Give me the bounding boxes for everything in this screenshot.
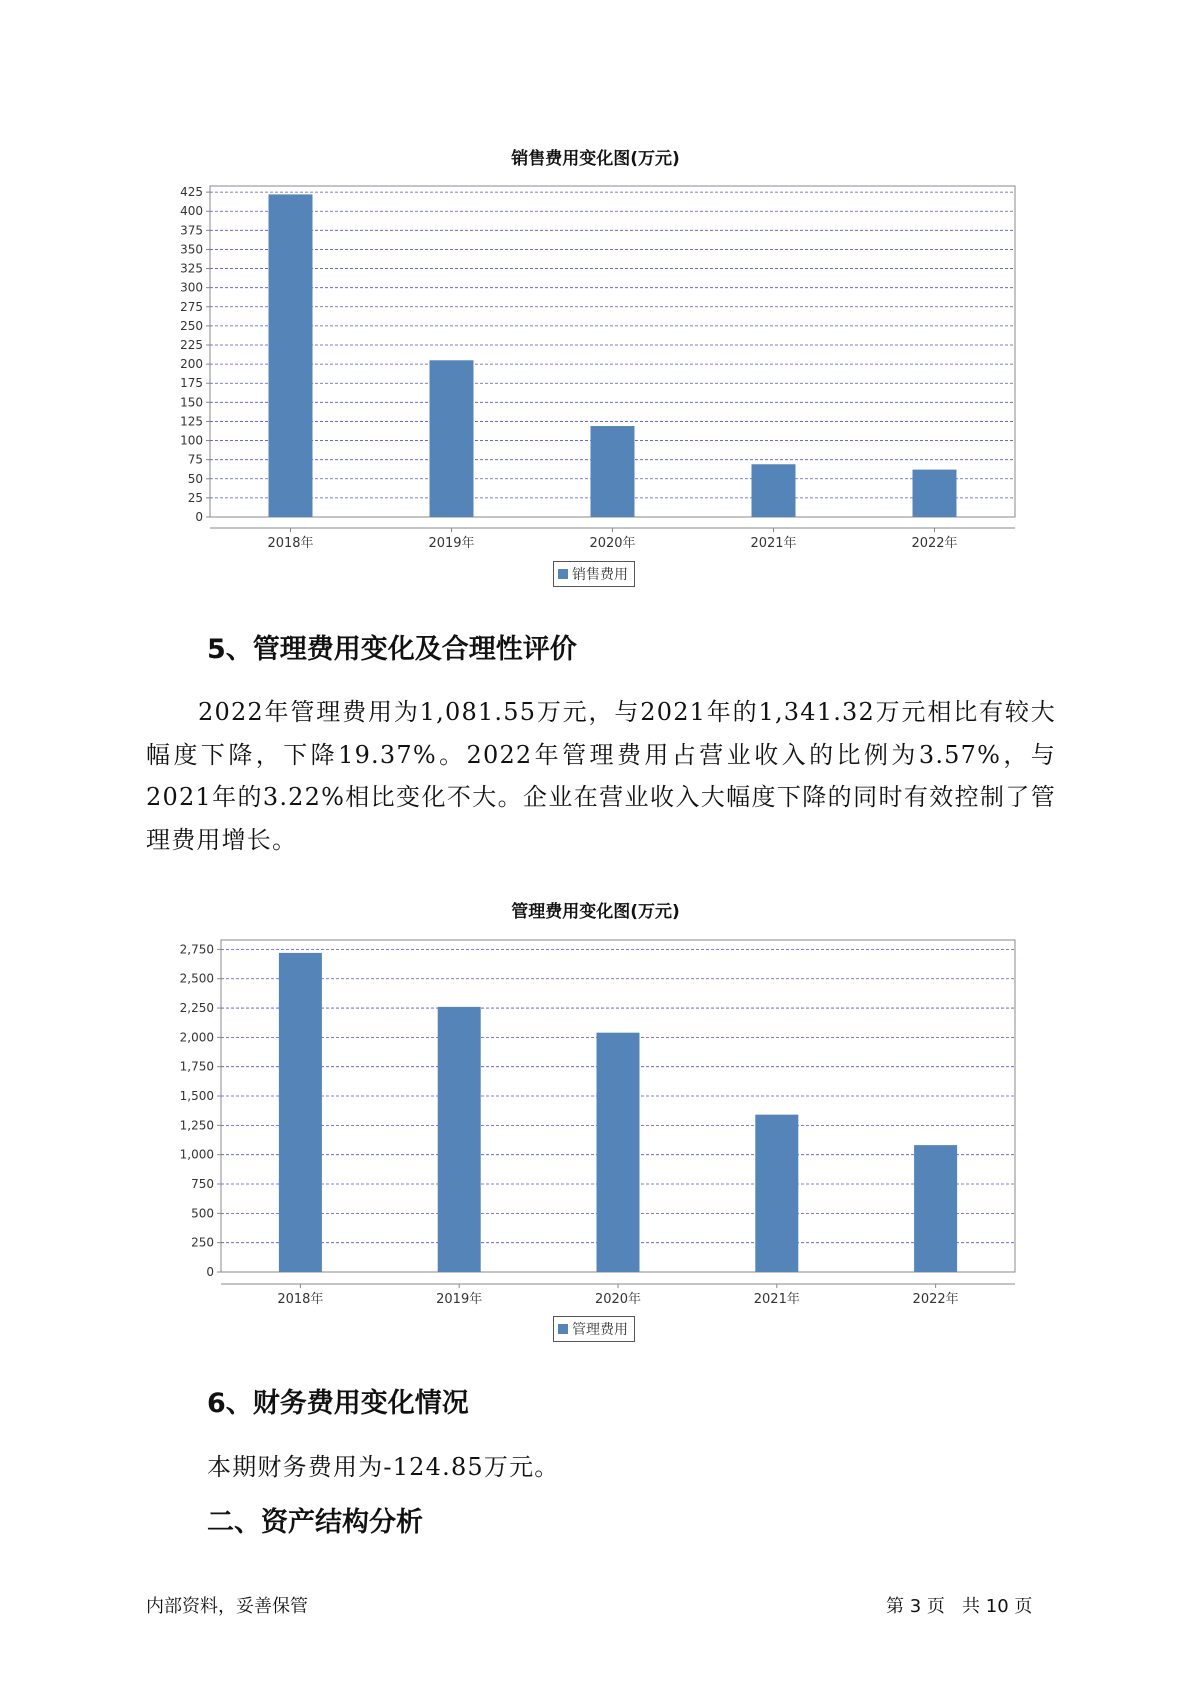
y-tick-label: 1,250 (179, 1118, 214, 1133)
bar (755, 1115, 798, 1272)
section-paragraph (207, 1446, 1117, 1489)
x-tick-label: 2021年 (750, 536, 797, 551)
y-tick-label: 25 (187, 490, 203, 505)
footer-left: 内部资料，妥善保管 (146, 1596, 308, 1617)
y-tick-label: 225 (180, 338, 203, 353)
bar (597, 1033, 640, 1272)
y-tick-label: 2,750 (179, 942, 214, 957)
x-tick-label: 2022年 (911, 536, 958, 551)
y-tick-label: 375 (180, 223, 203, 238)
x-tick-label: 2022年 (912, 1292, 959, 1307)
y-tick-label: 2,500 (179, 971, 214, 986)
y-tick-label: 350 (180, 242, 203, 257)
bar (914, 1145, 957, 1272)
footer-page-number: 第 3 页 共 10 页 (886, 1596, 1033, 1617)
legend-swatch (558, 1324, 568, 1334)
y-tick-label: 0 (195, 510, 203, 524)
x-tick-label: 2021年 (753, 1292, 800, 1307)
y-tick-label: 425 (180, 185, 203, 200)
y-tick-label: 50 (187, 471, 203, 486)
section-heading: 5、管理费用变化及合理性评价 (207, 634, 577, 665)
y-tick-label: 0 (206, 1265, 214, 1279)
y-tick-label: 1,500 (179, 1089, 214, 1104)
paragraph-text: 2022年管理费用为1,081.55万元，与2021年的1,341.32万元相比有较大幅度下降，下降19.37%。2022年管理费用占营业收入的比例为3.57%，与2021年的3.22%相比变化不大。企业在营业收入大幅度下降的同时有效控制了管理费用增长。 (146, 698, 1056, 854)
chart-legend-management (553, 1316, 635, 1342)
y-tick-label: 300 (180, 280, 203, 295)
x-tick-label: 2019年 (428, 536, 475, 551)
x-tick-label: 2018年 (267, 536, 314, 551)
chart-title-management: 管理费用变化图(万元) (511, 902, 680, 922)
y-tick-label: 200 (180, 357, 203, 372)
y-tick-label: 75 (187, 452, 203, 467)
x-tick-label: 2020年 (589, 536, 636, 551)
y-tick-label: 125 (180, 414, 203, 429)
y-tick-label: 2,000 (179, 1030, 214, 1045)
y-tick-label: 2,250 (179, 1001, 214, 1016)
y-tick-label: 250 (191, 1235, 214, 1250)
legend-label: 销售费用 (572, 567, 628, 583)
bar (279, 953, 322, 1272)
y-tick-label: 250 (180, 318, 203, 333)
y-tick-label: 275 (180, 299, 203, 314)
y-tick-label: 400 (180, 204, 203, 219)
y-tick-label: 175 (180, 376, 203, 391)
y-tick-label: 750 (191, 1177, 214, 1192)
y-tick-label: 150 (180, 395, 203, 410)
y-tick-label: 500 (191, 1206, 214, 1221)
x-tick-label: 2020年 (594, 1292, 642, 1307)
chart-title-sales: 销售费用变化图(万元) (511, 149, 680, 169)
y-tick-label: 325 (180, 261, 203, 276)
bar (438, 1007, 481, 1272)
y-tick-label: 1,750 (179, 1059, 214, 1074)
paragraph-text: 本期财务费用为-124.85万元。 (207, 1453, 560, 1481)
section-heading: 6、财务费用变化情况 (207, 1388, 469, 1419)
legend-label: 管理费用 (572, 1322, 628, 1338)
x-tick-label: 2019年 (436, 1292, 483, 1307)
y-tick-label: 100 (180, 433, 203, 448)
section-heading: 二、资产结构分析 (207, 1507, 423, 1538)
y-tick-label: 1,000 (179, 1147, 214, 1162)
x-tick-label: 2018年 (277, 1292, 324, 1307)
